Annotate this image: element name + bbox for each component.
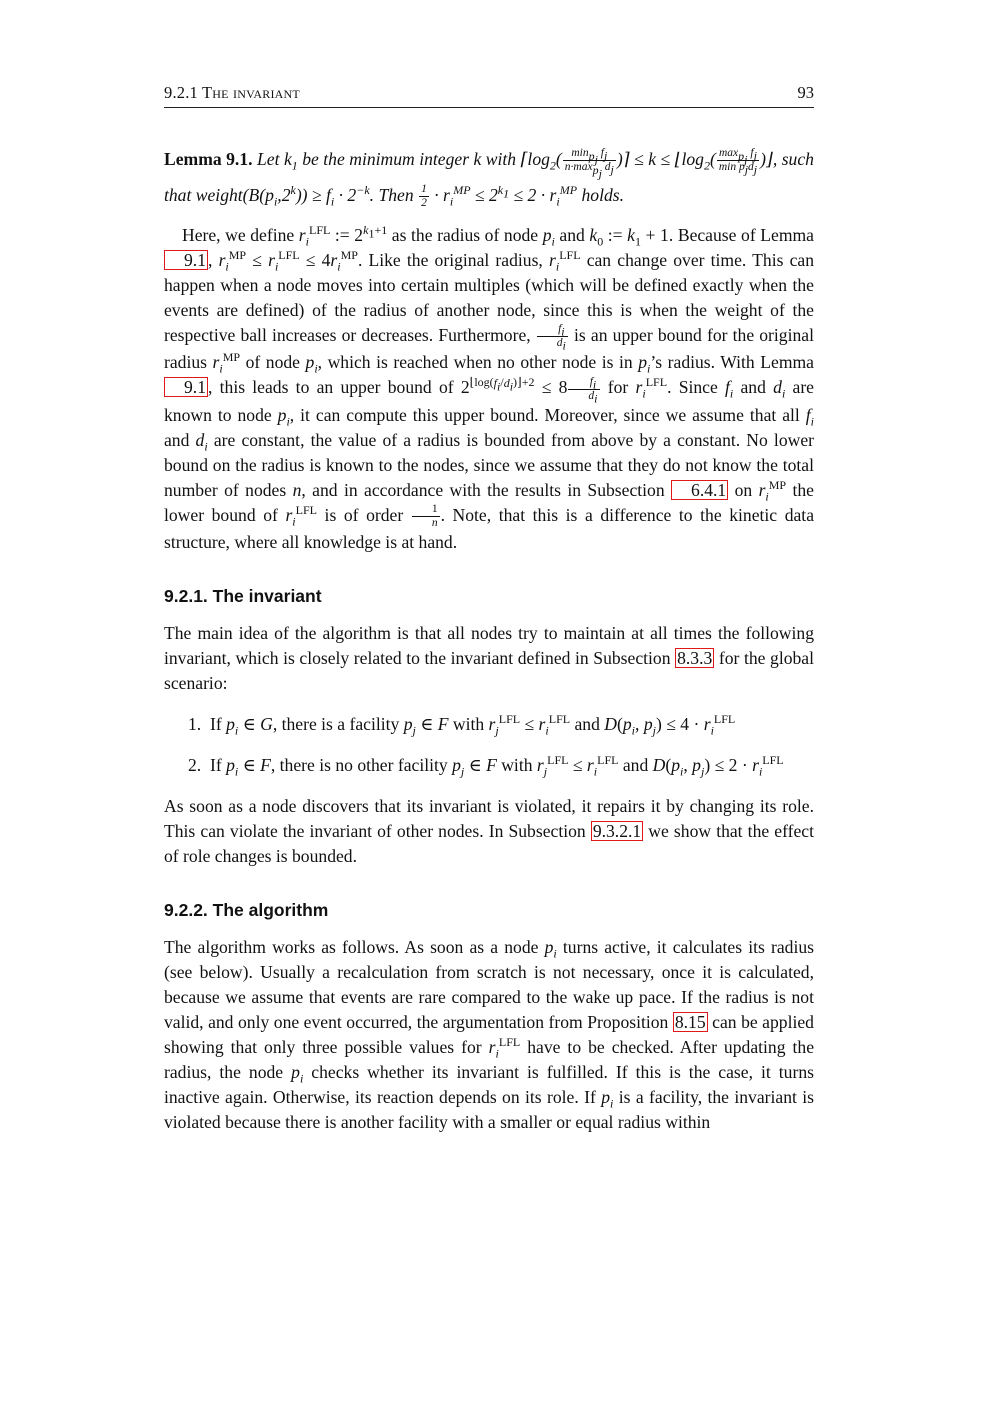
page bbox=[164, 80, 814, 1135]
section-heading-algorithm: 9.2.2. The algorithm bbox=[164, 900, 329, 921]
ref-subsection-6-4-1[interactable]: 6.4.1 bbox=[671, 480, 728, 500]
paragraph-invariant-intro: The main idea of the algorithm is that all nodes try to maintain at all times the following invariant, which is closely related to the invariant defined in Subsection 8.3.3 for the global scenario: bbox=[164, 623, 814, 694]
list-item: 1. If $p_i$ ∈ G, there is a facility $p_j$ ∈ F with $r_j^{LFL} \le r_i^{LFL}$ and $D(p_i$, $p_j) \le 4 \cdot r_i^{LFL}$ bbox=[188, 712, 736, 738]
ref-proposition-8-15[interactable]: 8.15 bbox=[674, 1012, 706, 1033]
running-header-section: 9.2.1 The invariant bbox=[164, 83, 300, 102]
paragraph-radius-definition: Here, we define $r_i^{LFL}$ := $2^{k_1+1}$ as the radius of node $p_i$ and $k_0$ := $k_1 + 1$. Because of Lemma 9.1 , $r_i^{MP} \le r_i^{LFL} \le 4r_i^{MP}$. Like the original radius, $r_i^{LFL}$ can change over time. This can happen when a node moves into certain multiples (which will be defined exactly when the events are defined) of the radius of another node, since this is when the weight of the respective ball increases or decreases. Furthermore, $\frac{f_i}{d_i}$ is an upper bound for the original radius $r_i^{MP}$ of node $p_i$, which is reached when no other node is in $p_i’s$ radius. With Lemma 9.1 , this leads to an upper bound of $2^{⌊log(f_i/d_i)⌋+2} \le 8$ $\frac{f_i}{d_i}$ for $r_i^{LFL}$. Since $f_i$ and $d_i$ are known to node $p_i$, it can compute this upper bound. Moreover, since we assume that all $f_i$ and $d_i$ are constant, the value of a radius is bounded from above by a constant. No lower bound on the radius is known to the nodes, since we assume that they do not know the total number of nodes n, and in accordance with the results in Subsection 6.4.1 on $r_i^{MP}$ the lower bound of $r_i^{LFL}$ is of order $\frac{1}{n}$ . Note, that this is a difference to the kinetic data structure, where all knowledge is at hand. bbox=[164, 223, 815, 553]
ref-lemma-9-1-a[interactable]: 9.1 bbox=[164, 250, 208, 270]
list-item: 2. If $p_i$ ∈ F, there is no other facility $p_j$ ∈ F with $r_j^{LFL} \le r_i^{LFL}$ and $D(p_i$, $p_j) \le 2 \cdot r_i^{LFL}$ bbox=[188, 753, 784, 779]
ref-subsection-9-3-2-1[interactable]: 9.3.2.1 bbox=[592, 821, 642, 842]
page-number: 93 bbox=[797, 83, 814, 102]
list-item-number: 1. bbox=[188, 714, 202, 735]
paragraph-invariant-repair: As soon as a node discovers that its invariant is violated, it repairs it by changing its role. This can violate the invariant of other nodes. In Subsection 9.3.2.1 we show that the effect of role changes is bounded. bbox=[164, 796, 814, 867]
ref-lemma-9-1-b[interactable]: 9.1 bbox=[164, 377, 208, 397]
invariant-list bbox=[164, 712, 814, 778]
running-header bbox=[164, 80, 814, 108]
lemma-label: Lemma 9.1. bbox=[164, 149, 253, 169]
lemma-9-1: Lemma 9.1. Let $k_1$ be the minimum integer k with $⌈\log_2$( $\frac{\min_{p_j} f_j}{n\cdot\max_{p_j} d_j}$ )⌉ ≤ $k \le ⌊\log_2$( $\frac{\max_{p_j} f_j}{\min p_jd_j}$ )⌋, such that $weight(B(p_i,2^k)) \ge f_i \cdot 2^{-k}$. Then $\frac{1}{2}$ · $r_i^{MP} \le 2^{k_1} \le 2 \cdot r_i^{MP}$ holds. bbox=[164, 147, 814, 210]
section-heading-invariant: 9.2.1. The invariant bbox=[164, 586, 322, 607]
paragraph-algorithm: The algorithm works as follows. As soon as a node $p_i$ turns active, it calculates its radius (see below). Usually a recalculation from scratch is not necessary, once it is calculated, because we assume that events are rare compared to the wake up pace. If the radius is not valid, and only one event occurred, the argumentation from Proposition 8.15 can be applied showing that only three possible values for $r_i^{LFL}$ have to be checked. After updating the radius, the node $p_i$ checks whether its invariant is fulfilled. If this is the case, it turns inactive again. Otherwise, its reaction depends on its role. If $p_i$ is a facility, the invariant is violated because there is another facility with a smaller or equal radius within bbox=[164, 937, 815, 1133]
list-item-number: 2. bbox=[188, 755, 202, 776]
ref-subsection-8-3-3[interactable]: 8.3.3 bbox=[677, 648, 713, 669]
